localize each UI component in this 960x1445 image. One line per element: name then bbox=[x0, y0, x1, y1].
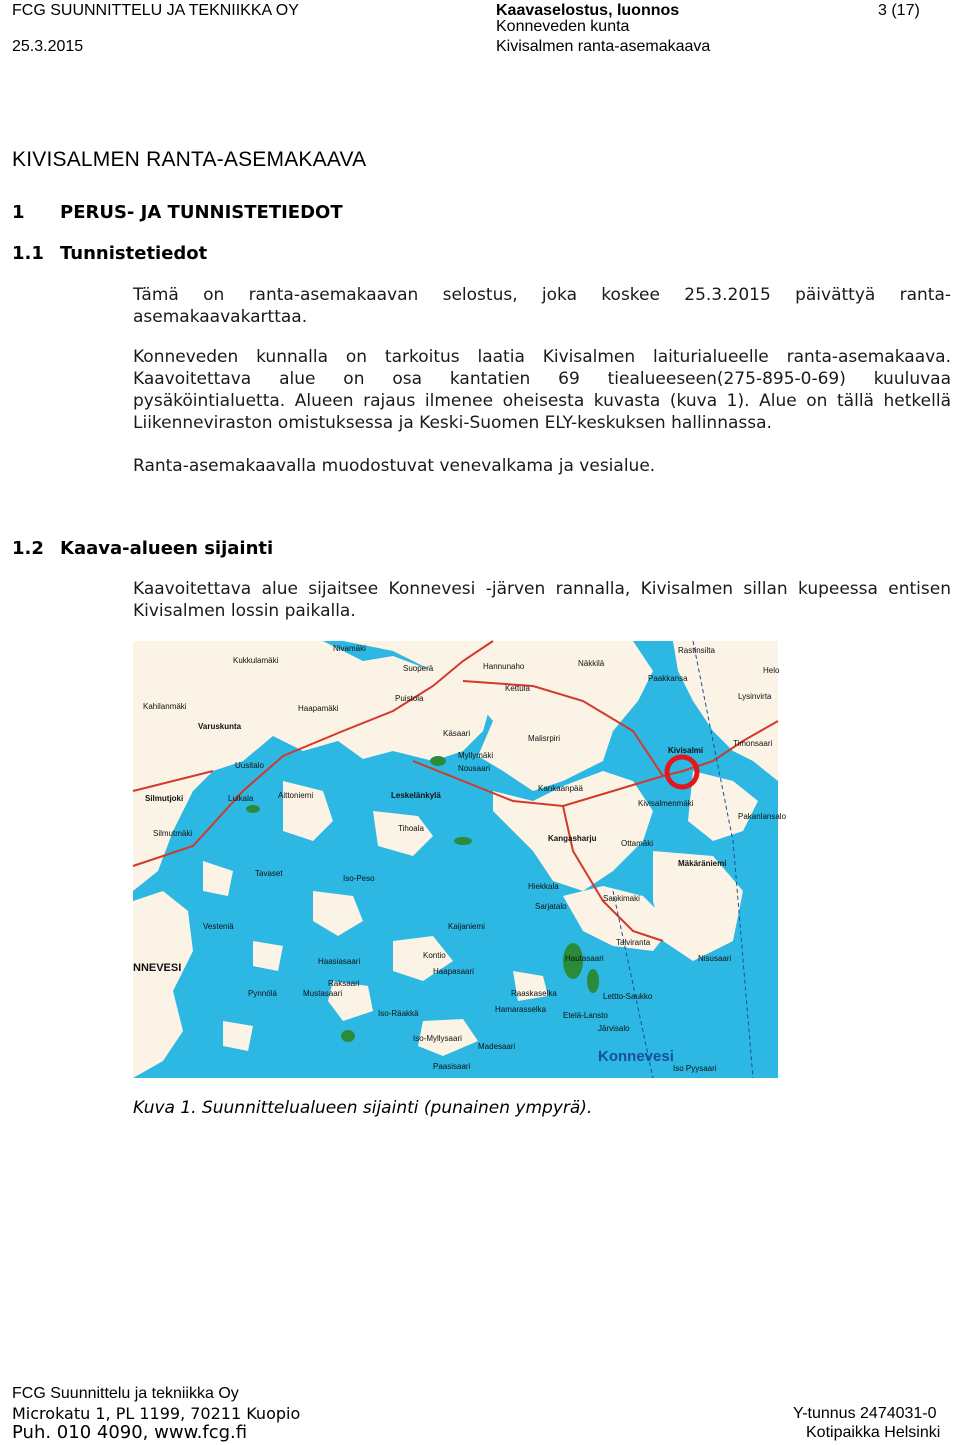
map-place-label: Nousaari bbox=[458, 764, 491, 773]
section-1-number: 1 bbox=[12, 202, 25, 223]
header-doc-type: Kaavaselostus, luonnos bbox=[496, 2, 680, 19]
map-place-label: Paasisaari bbox=[433, 1062, 471, 1071]
map-place-label: Silmutmäki bbox=[153, 829, 193, 838]
section-1-1-title: Tunnistetiedot bbox=[60, 243, 208, 264]
map-place-label: Kahilanmäki bbox=[143, 702, 187, 711]
section-1-2-title: Kaava-alueen sijainti bbox=[60, 538, 274, 559]
map-place-label: Haapamäki bbox=[298, 704, 339, 713]
header-company: FCG SUUNNITTELU JA TEKNIIKKA OY bbox=[12, 2, 299, 19]
paragraph-result: Ranta-asemakaavalla muodostuvat venevalkama ja vesialue. bbox=[133, 456, 656, 476]
map-place-label: Paakkansa bbox=[648, 674, 688, 683]
map-place-label: Iso Pyysaari bbox=[673, 1064, 717, 1073]
footer-business-id: Y-tunnus 2474031-0 bbox=[793, 1405, 937, 1422]
map-place-label: Hannunaho bbox=[483, 662, 525, 671]
map-place-label: Käsaari bbox=[443, 729, 471, 738]
section-1-2-number: 1.2 bbox=[12, 538, 44, 559]
map-place-label: Kivisalmi bbox=[668, 746, 704, 755]
map-place-label: Rastinsilta bbox=[678, 646, 715, 655]
map-place-label: Iso-Räakkä bbox=[378, 1009, 419, 1018]
footer-domicile: Kotipaikka Helsinki bbox=[806, 1424, 941, 1441]
map-place-label: Järvisalo bbox=[598, 1024, 630, 1033]
map-place-label: Timonsaari bbox=[733, 739, 773, 748]
map-place-label: Nivamäki bbox=[333, 644, 366, 653]
map-place-label: Näkkilä bbox=[578, 659, 605, 668]
header-date: 25.3.2015 bbox=[12, 38, 84, 55]
map-place-label: Lettto-Saukko bbox=[603, 992, 653, 1001]
map-place-label: Etelä-Lansto bbox=[563, 1011, 608, 1020]
map-place-label: Madesaari bbox=[478, 1042, 516, 1051]
map-place-label: Malisrpiri bbox=[528, 734, 560, 743]
map-place-label: Konnevesi bbox=[598, 1048, 674, 1065]
map-place-label: Kettula bbox=[505, 684, 530, 693]
paragraph-purpose: Konneveden kunnalla on tarkoitus laatia Kivisalmen laiturialueelle ranta-asemakaava. Kaavoitettava alue on osa kantatien 69 tiealueeseen(275-895-0-69) kuuluvaa pysäköintialuetta. Alueen rajaus ilmenee oheisesta kuvasta (kuva 1). Alue on tällä hetkellä Liikenneviraston omistuksessa ja Keski-Suomen ELY-keskuksen hallinnassa. bbox=[133, 347, 951, 433]
section-1-1-heading bbox=[12, 243, 207, 264]
section-1-2-heading bbox=[12, 538, 273, 559]
section-1-1-number: 1.1 bbox=[12, 243, 44, 264]
map-place-label: Leskelänkylä bbox=[391, 791, 441, 800]
section-1-title: PERUS- JA TUNNISTETIEDOT bbox=[60, 202, 343, 223]
map-place-label: Luikala bbox=[228, 794, 254, 803]
map-place-label: Iso-Peso bbox=[343, 874, 375, 883]
map-place-label: Mäkäräniemi bbox=[678, 859, 727, 868]
map-place-label: Iso-Myllysaari bbox=[413, 1034, 462, 1043]
map-place-label: Kukkulamäki bbox=[233, 656, 279, 665]
map-place-label: Raaskaselka bbox=[511, 989, 557, 998]
section-1-heading bbox=[12, 202, 343, 223]
map-place-label: Haasiasaari bbox=[318, 957, 361, 966]
header-plan-name: Kivisalmen ranta-asemakaava bbox=[496, 38, 711, 55]
map-place-label: Sarjatalo bbox=[535, 902, 567, 911]
header-municipality: Konneveden kunta bbox=[496, 18, 630, 35]
map-place-label: Hautasaari bbox=[565, 954, 604, 963]
header-page-number: 3 (17) bbox=[878, 2, 920, 19]
map-place-label: Puistola bbox=[395, 694, 424, 703]
footer-address: Microkatu 1, PL 1199, 70211 Kuopio bbox=[12, 1404, 301, 1423]
map-place-label: Tihoala bbox=[398, 824, 424, 833]
map-place-label: Hiekkala bbox=[528, 882, 559, 891]
map-place-label: NNEVESI bbox=[133, 962, 182, 974]
map-place-label: Hamarasselka bbox=[495, 1005, 547, 1014]
figure-caption: Kuva 1. Suunnittelualueen sijainti (punainen ympyrä). bbox=[133, 1098, 593, 1118]
map-place-label: Raksaari bbox=[328, 979, 360, 988]
map-place-label: Mustasaari bbox=[303, 989, 343, 998]
map-place-label: Aittoniemi bbox=[278, 791, 314, 800]
footer-phone-web: Puh. 010 4090, www.fcg.fi bbox=[12, 1422, 248, 1443]
map-place-label: Uusitalo bbox=[235, 761, 264, 770]
map-place-label: Silmutjoki bbox=[145, 794, 184, 803]
map-place-label: Kangasharju bbox=[548, 834, 597, 843]
map-place-label: Tavaset bbox=[255, 869, 283, 878]
map-place-label: Kivisalmenmäki bbox=[638, 799, 694, 808]
map-place-label: Kaijaniemi bbox=[448, 922, 485, 931]
paragraph-intro: Tämä on ranta-asemakaavan selostus, joka koskee 25.3.2015 päivättyä ranta-asemakaavakarttaa. bbox=[133, 285, 951, 327]
map-place-label: Vesteniä bbox=[203, 922, 234, 931]
document-title: KIVISALMEN RANTA-ASEMAKAAVA bbox=[12, 148, 367, 171]
map-place-label: Haapasaari bbox=[433, 967, 474, 976]
map-place-label: Myllymäki bbox=[458, 751, 494, 760]
map-place-label: Talvirantа bbox=[616, 938, 651, 947]
map-place-label: Kontio bbox=[423, 951, 446, 960]
map-place-label: Ottamäki bbox=[621, 839, 654, 848]
paragraph-location: Kaavoitettava alue sijaitsee Konnevesi -järven rannalla, Kivisalmen sillan kupeessa entisen Kivisalmen lossin paikalla. bbox=[133, 579, 951, 621]
map-place-label: Kankaanpää bbox=[538, 784, 583, 793]
location-map bbox=[133, 641, 787, 1078]
map-place-label: Varuskunta bbox=[198, 722, 242, 731]
map-place-label: Suoperä bbox=[403, 664, 434, 673]
map-place-label: Pakanlansalo bbox=[738, 812, 787, 821]
map-place-label: Sankimaki bbox=[603, 894, 640, 903]
map-place-label: Pynnölä bbox=[248, 989, 277, 998]
map-place-label: Nisusaari bbox=[698, 954, 732, 963]
map-place-label: Helo bbox=[763, 666, 780, 675]
map-place-label: Lysinvirta bbox=[738, 692, 772, 701]
footer-company: FCG Suunnittelu ja tekniikka Oy bbox=[12, 1385, 239, 1402]
